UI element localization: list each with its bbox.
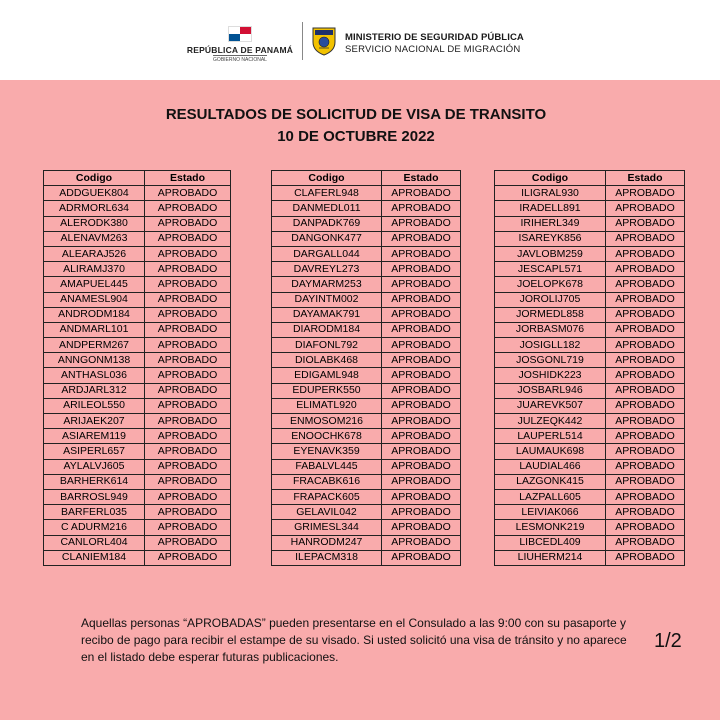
table-row	[495, 398, 685, 413]
table-row	[272, 216, 461, 231]
status-cell: APROBADO	[382, 186, 461, 201]
code-cell: JULZEQK442	[495, 414, 606, 429]
status-cell: APROBADO	[145, 429, 231, 444]
code-cell: LEIVIAK066	[495, 505, 606, 520]
status-cell: APROBADO	[145, 398, 231, 413]
table-row	[495, 277, 685, 292]
status-cell: APROBADO	[606, 474, 685, 489]
table-row	[495, 489, 685, 504]
code-cell: LAUDIAL466	[495, 459, 606, 474]
code-cell: ASIPERL657	[44, 444, 145, 459]
table-row	[495, 322, 685, 337]
code-cell: ARILEOL550	[44, 398, 145, 413]
status-cell: APROBADO	[382, 216, 461, 231]
table-row	[495, 505, 685, 520]
column-header-code: Codigo	[44, 171, 145, 186]
status-cell: APROBADO	[145, 307, 231, 322]
table-row	[495, 307, 685, 322]
document-title	[0, 104, 712, 148]
table-row	[495, 414, 685, 429]
status-cell: APROBADO	[382, 535, 461, 550]
table-row	[44, 398, 231, 413]
code-cell: ASIAREM119	[44, 429, 145, 444]
status-cell: APROBADO	[145, 550, 231, 565]
table-row	[272, 489, 461, 504]
status-cell: APROBADO	[606, 292, 685, 307]
table-row	[44, 231, 231, 246]
status-cell: APROBADO	[382, 383, 461, 398]
status-cell: APROBADO	[382, 414, 461, 429]
table-row	[272, 398, 461, 413]
code-cell: ANNGONM138	[44, 353, 145, 368]
code-cell: ILEPACM318	[272, 550, 382, 565]
code-cell: AMAPUEL445	[44, 277, 145, 292]
status-cell: APROBADO	[145, 474, 231, 489]
status-cell: APROBADO	[606, 383, 685, 398]
table-row	[272, 368, 461, 383]
table-row	[272, 201, 461, 216]
table-row	[44, 368, 231, 383]
code-cell: AYLALVJ605	[44, 459, 145, 474]
status-cell: APROBADO	[145, 368, 231, 383]
table-row	[272, 383, 461, 398]
status-cell: APROBADO	[382, 246, 461, 261]
status-cell: APROBADO	[382, 353, 461, 368]
table-row	[44, 429, 231, 444]
header-banner	[0, 0, 720, 80]
code-cell: JOELOPK678	[495, 277, 606, 292]
status-cell: APROBADO	[382, 520, 461, 535]
code-cell: DAYINTM002	[272, 292, 382, 307]
code-cell: EYENAVK359	[272, 444, 382, 459]
table-row	[495, 520, 685, 535]
table-row	[272, 246, 461, 261]
status-cell: APROBADO	[382, 474, 461, 489]
code-cell: ISAREYK856	[495, 231, 606, 246]
results-table-2	[271, 170, 461, 566]
code-cell: LAUPERL514	[495, 429, 606, 444]
status-cell: APROBADO	[382, 338, 461, 353]
code-cell: DARGALL044	[272, 246, 382, 261]
code-cell: EDUPERK550	[272, 383, 382, 398]
table-row	[44, 201, 231, 216]
table-row	[44, 292, 231, 307]
status-cell: APROBADO	[145, 459, 231, 474]
table-row	[44, 277, 231, 292]
code-cell: DANGONK477	[272, 231, 382, 246]
status-cell: APROBADO	[382, 505, 461, 520]
status-cell: APROBADO	[382, 262, 461, 277]
table-row	[44, 505, 231, 520]
status-cell: APROBADO	[382, 201, 461, 216]
government-logo	[185, 26, 295, 63]
police-seal-icon	[311, 26, 337, 56]
code-cell: ELIMATL920	[272, 398, 382, 413]
code-cell: ADRMORL634	[44, 201, 145, 216]
status-cell: APROBADO	[606, 216, 685, 231]
code-cell: ANDPERM267	[44, 338, 145, 353]
code-cell: JORBASM076	[495, 322, 606, 337]
status-cell: APROBADO	[606, 231, 685, 246]
code-cell: ALENAVM263	[44, 231, 145, 246]
table-row	[272, 459, 461, 474]
code-cell: LIBCEDL409	[495, 535, 606, 550]
code-cell: ANAMESL904	[44, 292, 145, 307]
table-row	[495, 368, 685, 383]
table-row	[44, 216, 231, 231]
table-row	[495, 338, 685, 353]
status-cell: APROBADO	[606, 322, 685, 337]
status-cell: APROBADO	[606, 201, 685, 216]
code-cell: DIARODM184	[272, 322, 382, 337]
page-indicator: 1/2	[654, 630, 682, 652]
code-cell: LIUHERM214	[495, 550, 606, 565]
status-cell: APROBADO	[382, 231, 461, 246]
table-row	[495, 353, 685, 368]
table-row	[495, 262, 685, 277]
table-row	[272, 277, 461, 292]
table-row	[272, 322, 461, 337]
status-cell: APROBADO	[145, 292, 231, 307]
code-cell: FRACABK616	[272, 474, 382, 489]
table-row	[495, 216, 685, 231]
code-cell: JOSIGLL182	[495, 338, 606, 353]
status-cell: APROBADO	[382, 322, 461, 337]
status-cell: APROBADO	[606, 550, 685, 565]
code-cell: DAYMARM253	[272, 277, 382, 292]
code-cell: CLANIEM184	[44, 550, 145, 565]
status-cell: APROBADO	[606, 246, 685, 261]
code-cell: BARHERK614	[44, 474, 145, 489]
status-cell: APROBADO	[145, 201, 231, 216]
code-cell: C ADURM216	[44, 520, 145, 535]
status-cell: APROBADO	[606, 489, 685, 504]
status-cell: APROBADO	[606, 444, 685, 459]
code-cell: EDIGAML948	[272, 368, 382, 383]
code-cell: ALEARAJ526	[44, 246, 145, 261]
table-row	[272, 262, 461, 277]
code-cell: IRADELL891	[495, 201, 606, 216]
status-cell: APROBADO	[145, 353, 231, 368]
instructions-note: Aquellas personas “APROBADAS” pueden presentarse en el Consulado a las 9:00 con su pasaporte y recibo de pago para recibir el estampe de su visado. Si usted solicitó una visa de tránsito y no aparece en el listado debe esperar futuras publicaciones.	[81, 616, 627, 664]
status-cell: APROBADO	[606, 186, 685, 201]
table-row	[44, 262, 231, 277]
status-cell: APROBADO	[606, 505, 685, 520]
code-cell: CLAFERL948	[272, 186, 382, 201]
status-cell: APROBADO	[606, 429, 685, 444]
table-row	[495, 292, 685, 307]
code-cell: ALIRAMJ370	[44, 262, 145, 277]
column-header-status: Estado	[145, 171, 231, 186]
status-cell: APROBADO	[145, 414, 231, 429]
title-line-1: RESULTADOS DE SOLICITUD DE VISA DE TRANSITO	[165, 106, 547, 123]
code-cell: BARROSL949	[44, 489, 145, 504]
status-cell: APROBADO	[606, 520, 685, 535]
table-row	[495, 383, 685, 398]
status-cell: APROBADO	[606, 535, 685, 550]
code-cell: BARFERL035	[44, 505, 145, 520]
country-name: REPÚBLICA DE PANAMÁ	[186, 45, 294, 55]
table-row	[495, 535, 685, 550]
code-cell: DIOLABK468	[272, 353, 382, 368]
status-cell: APROBADO	[145, 444, 231, 459]
table-row	[495, 550, 685, 565]
table-row	[44, 535, 231, 550]
status-cell: APROBADO	[382, 277, 461, 292]
table-row	[272, 474, 461, 489]
code-cell: ANTHASL036	[44, 368, 145, 383]
code-cell: LAZGONK415	[495, 474, 606, 489]
code-cell: FRAPACK605	[272, 489, 382, 504]
table-row	[44, 383, 231, 398]
table-row	[272, 535, 461, 550]
table-row	[495, 186, 685, 201]
table-row	[44, 489, 231, 504]
status-cell: APROBADO	[145, 338, 231, 353]
table-row	[495, 429, 685, 444]
table-row	[272, 505, 461, 520]
status-cell: APROBADO	[145, 186, 231, 201]
table-row	[272, 338, 461, 353]
table-row	[44, 414, 231, 429]
title-date: 10 DE OCTUBRE 2022	[277, 128, 435, 145]
table-row	[272, 444, 461, 459]
table-row	[44, 459, 231, 474]
table-row	[44, 474, 231, 489]
panama-flag-icon	[228, 26, 252, 42]
code-cell: IRIHERL349	[495, 216, 606, 231]
code-cell: JORMEDL858	[495, 307, 606, 322]
status-cell: APROBADO	[145, 505, 231, 520]
status-cell: APROBADO	[382, 444, 461, 459]
status-cell: APROBADO	[606, 338, 685, 353]
status-cell: APROBADO	[145, 231, 231, 246]
status-cell: APROBADO	[606, 368, 685, 383]
status-cell: APROBADO	[382, 307, 461, 322]
table-row	[44, 186, 231, 201]
table-row	[44, 322, 231, 337]
status-cell: APROBADO	[382, 292, 461, 307]
table-row	[44, 550, 231, 565]
status-cell: APROBADO	[606, 262, 685, 277]
code-cell: JUAREVK507	[495, 398, 606, 413]
code-cell: FABALVL445	[272, 459, 382, 474]
code-cell: ANDMARL101	[44, 322, 145, 337]
status-cell: APROBADO	[382, 489, 461, 504]
code-cell: ARIJAEK207	[44, 414, 145, 429]
service-name: SERVICIO NACIONAL DE MIGRACIÓN	[345, 44, 521, 55]
status-cell: APROBADO	[382, 368, 461, 383]
status-cell: APROBADO	[606, 459, 685, 474]
status-cell: APROBADO	[606, 307, 685, 322]
table-row	[495, 246, 685, 261]
column-header-code: Codigo	[495, 171, 606, 186]
table-row	[44, 307, 231, 322]
code-cell: DAYAMAK791	[272, 307, 382, 322]
status-cell: APROBADO	[145, 246, 231, 261]
code-cell: ALERODK380	[44, 216, 145, 231]
code-cell: JOSGONL719	[495, 353, 606, 368]
column-header-status: Estado	[606, 171, 685, 186]
code-cell: LAUMAUK698	[495, 444, 606, 459]
table-row	[495, 201, 685, 216]
status-cell: APROBADO	[145, 322, 231, 337]
status-cell: APROBADO	[606, 277, 685, 292]
ministry-name-block	[345, 32, 524, 55]
status-cell: APROBADO	[382, 550, 461, 565]
code-cell: DIAFONL792	[272, 338, 382, 353]
code-cell: LAZPALL605	[495, 489, 606, 504]
table-row	[44, 353, 231, 368]
table-row	[495, 459, 685, 474]
results-table-1	[43, 170, 231, 566]
status-cell: APROBADO	[382, 429, 461, 444]
table-row	[495, 231, 685, 246]
table-row	[44, 520, 231, 535]
status-cell: APROBADO	[145, 520, 231, 535]
code-cell: ENOOCHK678	[272, 429, 382, 444]
ministry-name: MINISTERIO DE SEGURIDAD PÚBLICA	[345, 32, 524, 43]
code-cell: ARDJARL312	[44, 383, 145, 398]
code-cell: DANPADK769	[272, 216, 382, 231]
status-cell: APROBADO	[145, 383, 231, 398]
table-row	[495, 444, 685, 459]
code-cell: JOSBARL946	[495, 383, 606, 398]
table-row	[272, 414, 461, 429]
status-cell: APROBADO	[145, 216, 231, 231]
status-cell: APROBADO	[606, 353, 685, 368]
table-row	[272, 292, 461, 307]
column-header-code: Codigo	[272, 171, 382, 186]
table-row	[272, 186, 461, 201]
results-table-3	[494, 170, 685, 566]
code-cell: ADDGUEK804	[44, 186, 145, 201]
column-header-status: Estado	[382, 171, 461, 186]
table-row	[44, 338, 231, 353]
code-cell: GRIMESL344	[272, 520, 382, 535]
code-cell: HANRODM247	[272, 535, 382, 550]
code-cell: CANLORL404	[44, 535, 145, 550]
status-cell: APROBADO	[145, 489, 231, 504]
code-cell: JOROLIJ705	[495, 292, 606, 307]
code-cell: ILIGRAL930	[495, 186, 606, 201]
code-cell: ENMOSOM216	[272, 414, 382, 429]
code-cell: LESMONK219	[495, 520, 606, 535]
table-row	[272, 307, 461, 322]
government-label: GOBIERNO NACIONAL	[213, 57, 267, 63]
code-cell: ANDRODM184	[44, 307, 145, 322]
status-cell: APROBADO	[145, 262, 231, 277]
table-row	[44, 246, 231, 261]
status-cell: APROBADO	[145, 277, 231, 292]
table-row	[495, 474, 685, 489]
status-cell: APROBADO	[606, 414, 685, 429]
code-cell: JAVLOBM259	[495, 246, 606, 261]
status-cell: APROBADO	[145, 535, 231, 550]
status-cell: APROBADO	[382, 398, 461, 413]
status-cell: APROBADO	[606, 398, 685, 413]
table-row	[44, 444, 231, 459]
status-cell: APROBADO	[382, 459, 461, 474]
table-row	[272, 550, 461, 565]
header-divider	[302, 22, 303, 60]
code-cell: GELAVIL042	[272, 505, 382, 520]
table-row	[272, 231, 461, 246]
table-row	[272, 520, 461, 535]
code-cell: JESCAPL571	[495, 262, 606, 277]
table-row	[272, 429, 461, 444]
table-row	[272, 353, 461, 368]
code-cell: JOSHIDK223	[495, 368, 606, 383]
code-cell: DAVREYL273	[272, 262, 382, 277]
code-cell: DANMEDL011	[272, 201, 382, 216]
